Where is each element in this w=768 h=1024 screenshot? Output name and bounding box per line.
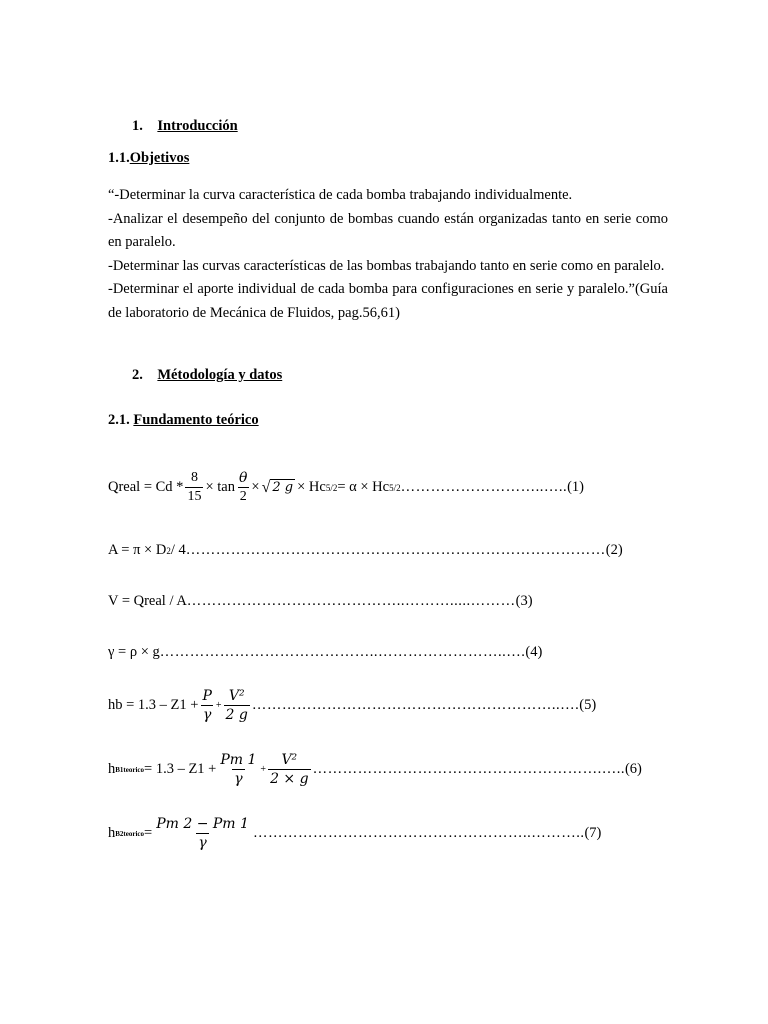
equation-7-h: h <box>108 825 116 841</box>
fraction-denominator: 2 <box>239 489 247 504</box>
section-1-number: 1. <box>132 118 143 134</box>
equation-1-tan: × tan <box>205 479 235 495</box>
section-1-heading <box>132 118 238 135</box>
objective-line: -Determinar las curvas características de las bombas trabajando tanto en serie como en paralelo. <box>108 257 665 274</box>
equation-4 <box>108 644 542 661</box>
fraction-numerator: V² <box>281 752 298 768</box>
fraction-v2-2xg <box>268 752 311 787</box>
section-1-1-number: 1.1. <box>108 150 130 166</box>
equation-6-h: h <box>108 761 116 777</box>
fraction-denominator: γ <box>198 835 207 851</box>
leader-dots: ……………………………………..……….....……… <box>186 593 516 609</box>
equation-3-text: V = Qreal / A <box>108 593 187 609</box>
fraction-denominator: 2 × g <box>270 771 309 787</box>
subscript: B2teorico <box>115 829 145 838</box>
equation-number: (3) <box>515 593 533 609</box>
fraction-denominator: γ <box>234 771 243 787</box>
equation-5 <box>108 688 596 723</box>
objectives-paragraph <box>108 184 668 325</box>
equation-7 <box>108 816 601 851</box>
fraction-numerator: V² <box>228 688 245 704</box>
leader-dots: ……………………………………………………..…. <box>251 697 580 713</box>
equation-number: (4) <box>525 644 543 660</box>
objective-line: -Analizar el desempeño del conjunto de bombas cuando están organizadas tanto en serie como <box>108 210 668 227</box>
section-2-1-heading <box>108 412 259 429</box>
fraction-theta-2 <box>237 470 249 505</box>
fraction-v2-2g <box>224 688 250 723</box>
exponent: 5/2 <box>325 482 338 493</box>
section-2-1-title: Fundamento teórico <box>133 412 259 428</box>
fraction-denominator: γ <box>202 707 212 723</box>
fraction-p-gamma <box>200 688 213 723</box>
fraction-8-15 <box>185 470 203 505</box>
objective-line: -Determinar el aporte individual de cada bomba para configuraciones en serie y paralelo.”(Guía <box>108 281 668 297</box>
section-2-heading <box>132 367 282 384</box>
equation-1-alpha: = α × Hc <box>337 479 390 495</box>
equation-5-lhs: hb = 1.3 – Z1 + <box>108 697 199 713</box>
fraction-denominator: 2 g <box>225 707 248 723</box>
fraction-pm2-pm1-gamma <box>154 816 251 851</box>
exponent: 2 <box>166 545 171 556</box>
equals-sign: = <box>144 825 153 841</box>
section-1-1-title: Objetivos <box>129 150 190 166</box>
section-2-1-number: 2.1. <box>108 412 134 428</box>
section-1-1-heading <box>108 150 189 167</box>
objective-line: “-Determinar la curva característica de cada bomba trabajando individualmente. <box>108 187 573 203</box>
objective-line: de laboratorio de Mecánica de Fluidos, pag.56,61) <box>108 304 400 321</box>
equation-1 <box>108 470 584 505</box>
plus-sign: + <box>260 764 267 775</box>
plus-sign: + <box>215 700 222 711</box>
square-root <box>262 479 296 497</box>
radicand: 2 g <box>272 479 294 495</box>
equation-2-text: A = π × D <box>108 542 167 558</box>
leader-dots: ………………………………………………..……….. <box>252 825 585 841</box>
equation-number: (2) <box>605 542 623 558</box>
fraction-denominator: 15 <box>187 489 202 504</box>
fraction-numerator: 8 <box>190 470 198 485</box>
fraction-pm1-gamma <box>218 752 258 787</box>
section-2-number: 2. <box>132 367 143 383</box>
fraction-numerator: θ <box>238 470 248 486</box>
equation-1-times: × <box>251 479 260 495</box>
equation-4-text: γ = ρ × g <box>108 644 160 660</box>
subscript: B1teorico <box>115 765 145 774</box>
equation-number: (6) <box>624 761 642 777</box>
section-1-title: Introducción <box>157 118 238 134</box>
equation-1-hc: × Hc <box>297 479 326 495</box>
fraction-numerator: Pm 2 − Pm 1 <box>156 816 249 832</box>
equation-1-lhs: Qreal = Cd * <box>108 479 184 495</box>
equation-2-rest: / 4 <box>170 542 186 558</box>
objective-line: en paralelo. <box>108 234 176 250</box>
equation-number: (7) <box>584 825 602 841</box>
equation-2 <box>108 542 623 559</box>
section-2-title: Métodología y datos <box>157 367 283 383</box>
fraction-numerator: Pm 1 <box>220 752 257 768</box>
exponent: 5/2 <box>389 482 401 493</box>
equation-number: (1) <box>567 479 585 495</box>
radical-sign-icon: √ <box>261 478 271 496</box>
equation-3 <box>108 593 533 610</box>
fraction-numerator: P <box>202 688 212 704</box>
leader-dots: ………………………………………………….….. <box>312 761 625 777</box>
equation-6 <box>108 752 642 787</box>
leader-dots: ………………………………………………………………………… <box>185 542 606 558</box>
leader-dots: ……………………………………..……………………..…. <box>159 644 526 660</box>
equation-6-lhs: = 1.3 – Z1 + <box>144 761 217 777</box>
leader-dots: ………………………..….. <box>400 479 568 495</box>
equation-number: (5) <box>579 697 597 713</box>
